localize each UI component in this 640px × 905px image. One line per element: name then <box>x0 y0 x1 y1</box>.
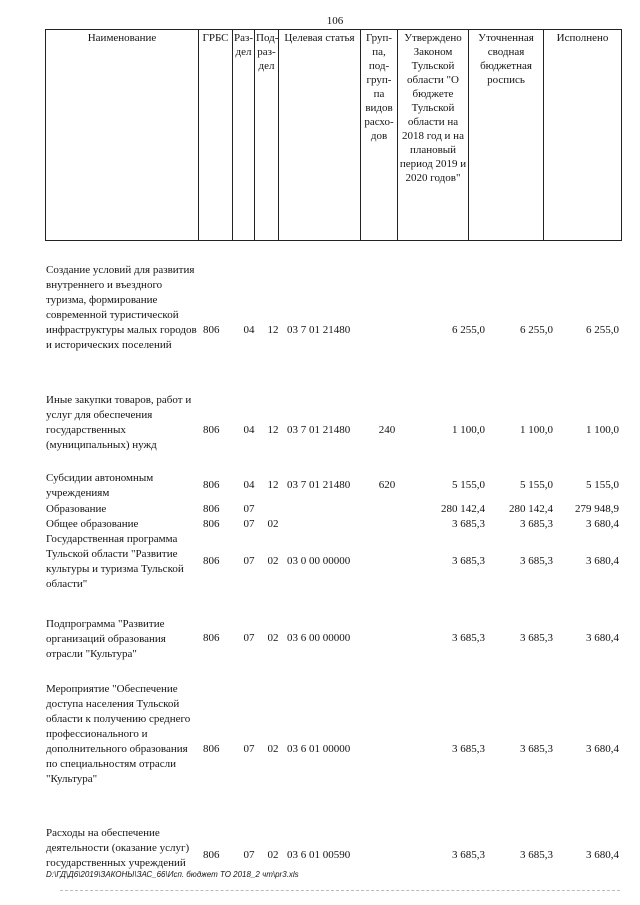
column-header-name: Наименование <box>46 30 199 241</box>
row-name: Иные закупки товаров, работ и услуг для обеспечения государственных (муниципальных) нужд <box>46 394 192 451</box>
column-header-razdel: Раз-дел <box>233 30 255 241</box>
row-podrazdel: 12 <box>267 479 279 491</box>
row-name: Государственная программа Тульской области "Развитие культуры и туризма Тульской области" <box>46 533 184 590</box>
row-razdel: 04 <box>243 479 255 491</box>
row-grbs: 806 <box>203 632 220 644</box>
budget-sheet <box>45 29 621 869</box>
row-revised: 5 155,0 <box>520 479 553 491</box>
row-grbs: 806 <box>203 555 220 567</box>
row-approved: 3 685,3 <box>452 518 485 530</box>
row-executed: 3 680,4 <box>586 555 619 567</box>
row-executed: 3 680,4 <box>586 849 619 861</box>
row-target: 03 6 01 00590 <box>287 849 351 861</box>
row-executed: 3 680,4 <box>586 518 619 530</box>
row-name: Создание условий для развития внутреннего и въездного туризма, формирование современной туристической инфраструктуры малых городов и исторических поселений <box>46 264 197 351</box>
column-header-revised: Уточненная сводная бюджетная роспись <box>469 30 544 241</box>
row-podrazdel: 02 <box>267 849 279 861</box>
row-razdel: 07 <box>243 503 255 515</box>
footer-file-path: D:\ГД\Д6\2019\ЗАКОНЫ\ЗАС_66\Исп. бюджет ТО 2018_2 чт\pr3.xls <box>46 870 299 879</box>
row-executed: 5 155,0 <box>586 479 619 491</box>
row-razdel: 07 <box>243 632 255 644</box>
row-executed: 3 680,4 <box>586 743 619 755</box>
row-target: 03 7 01 21480 <box>287 479 351 491</box>
row-grbs: 806 <box>203 424 220 436</box>
row-revised: 6 255,0 <box>520 324 553 336</box>
row-group: 620 <box>378 479 396 491</box>
row-podrazdel: 12 <box>267 424 279 436</box>
row-executed: 3 680,4 <box>586 632 619 644</box>
row-razdel: 04 <box>243 324 255 336</box>
row-target: 03 0 00 00000 <box>287 555 351 567</box>
row-grbs: 806 <box>203 479 220 491</box>
row-approved: 3 685,3 <box>452 849 485 861</box>
column-header-executed: Исполнено <box>544 30 622 241</box>
row-grbs: 806 <box>203 503 220 515</box>
row-target: 03 7 01 21480 <box>287 424 351 436</box>
row-revised: 280 142,4 <box>509 503 553 515</box>
row-name: Подпрограмма "Развитие организаций образования отрасли "Культура" <box>46 618 166 660</box>
row-razdel: 07 <box>243 743 255 755</box>
row-revised: 3 685,3 <box>520 743 553 755</box>
row-razdel: 07 <box>243 518 255 530</box>
column-header-podrazdel: Под-раз-дел <box>255 30 279 241</box>
row-approved: 6 255,0 <box>452 324 485 336</box>
row-approved: 1 100,0 <box>452 424 485 436</box>
row-name: Расходы на обеспечение деятельности (оказание услуг) государственных учреждений <box>46 827 190 869</box>
row-podrazdel: 12 <box>267 324 279 336</box>
row-approved: 3 685,3 <box>452 555 485 567</box>
row-grbs: 806 <box>203 849 220 861</box>
row-revised: 3 685,3 <box>520 632 553 644</box>
row-revised: 3 685,3 <box>520 518 553 530</box>
column-header-grbs: ГРБС <box>199 30 233 241</box>
row-executed: 6 255,0 <box>586 324 619 336</box>
row-target: 03 6 01 00000 <box>287 743 351 755</box>
row-target: 03 6 00 00000 <box>287 632 351 644</box>
row-revised: 3 685,3 <box>520 555 553 567</box>
row-executed: 1 100,0 <box>586 424 619 436</box>
row-revised: 1 100,0 <box>520 424 553 436</box>
row-podrazdel: 02 <box>267 632 279 644</box>
row-razdel: 07 <box>243 555 255 567</box>
row-razdel: 07 <box>243 849 255 861</box>
row-grbs: 806 <box>203 324 220 336</box>
row-razdel: 04 <box>243 424 255 436</box>
row-name: Мероприятие "Обеспечение доступа населения Тульской области к получению среднего профессионального и дополнительного образования по специальностям отрасли "Культура" <box>46 683 191 785</box>
row-approved: 5 155,0 <box>452 479 485 491</box>
row-name: Субсидии автономным учреждениям <box>46 472 154 499</box>
row-podrazdel: 02 <box>267 518 279 530</box>
row-approved: 3 685,3 <box>452 743 485 755</box>
footer-divider <box>60 890 620 891</box>
row-group: 240 <box>378 424 396 436</box>
row-approved: 3 685,3 <box>452 632 485 644</box>
row-executed: 279 948,9 <box>575 503 619 515</box>
row-podrazdel: 02 <box>267 743 279 755</box>
row-approved: 280 142,4 <box>441 503 485 515</box>
page-number: 106 <box>326 15 344 27</box>
row-target: 03 7 01 21480 <box>287 324 351 336</box>
row-name: Общее образование <box>46 518 139 530</box>
column-header-approved: Утверждено Законом Тульской области "О бюджете Тульской области на 2018 год и на плановый период 2019 и 2020 годов" <box>398 30 469 241</box>
column-header-target: Целевая статья <box>279 30 361 241</box>
row-podrazdel: 02 <box>267 555 279 567</box>
column-header-group: Груп-па, под-груп-па видов расхо-дов <box>361 30 398 241</box>
row-grbs: 806 <box>203 518 220 530</box>
row-name: Образование <box>46 503 107 515</box>
row-revised: 3 685,3 <box>520 849 553 861</box>
table-header <box>45 29 622 241</box>
row-grbs: 806 <box>203 743 220 755</box>
